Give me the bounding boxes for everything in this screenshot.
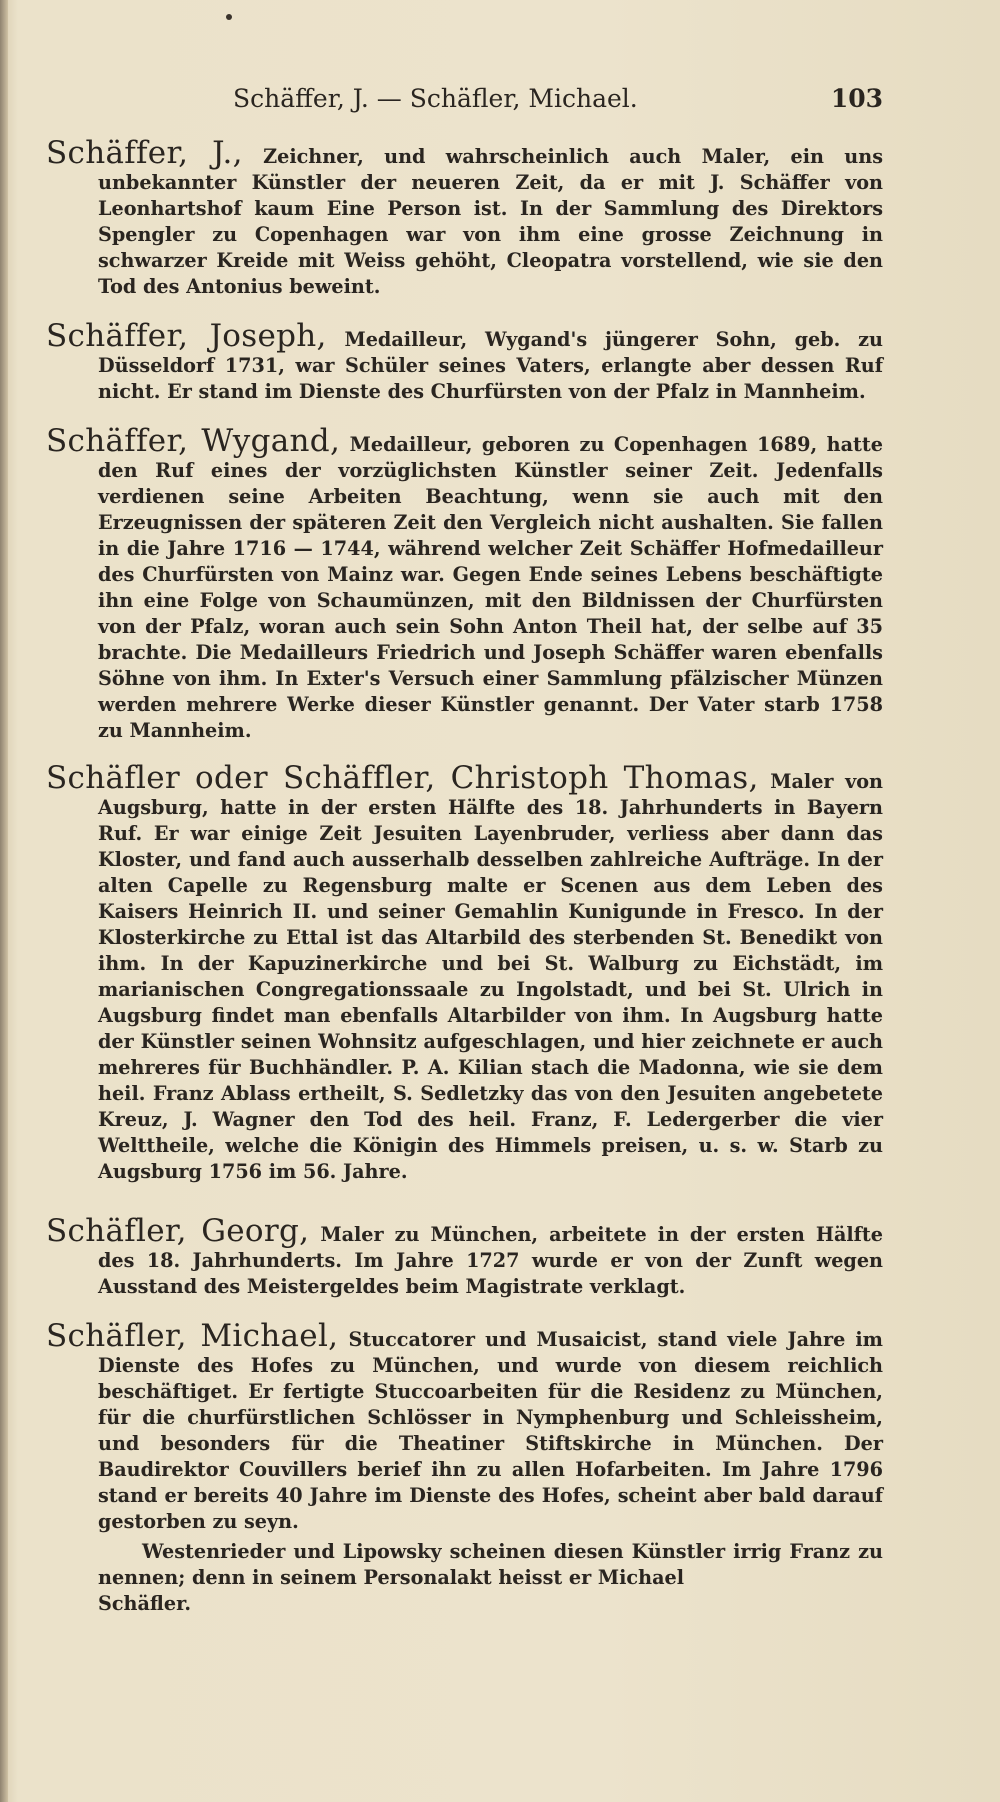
page-body xyxy=(46,135,883,1617)
entry-headword: Schäffer, Wygand, xyxy=(46,423,341,459)
page-number: 103 xyxy=(830,84,883,113)
entry-schaeffer-wygand xyxy=(46,423,883,744)
entry-text: Maler zu München, arbeitete in der ersten Hälfte des 18. Jahrhunderts. Im Jahre 1727 wurde er von der Zunft wegen Ausstand des Meistergeldes beim Magistrate verklagt. xyxy=(98,1223,883,1298)
running-header xyxy=(48,84,883,124)
entry-schaeffer-j xyxy=(46,135,883,300)
book-spine-edge xyxy=(0,0,8,1802)
entry-text: Medailleur, Wygand's jüngerer Sohn, geb. zu Düsseldorf 1731, war Schüler seines Vaters, erlangte aber dessen Ruf nicht. Er stand im Dienste des Churfürsten von der Pfalz in Mannheim. xyxy=(98,328,883,403)
entry-headword: Schäfler, Georg, xyxy=(46,1213,310,1249)
entry-schaefler-christoph-thomas xyxy=(46,760,883,1185)
footnote-paragraph xyxy=(46,1539,883,1617)
entry-schaeffer-joseph xyxy=(46,318,883,405)
running-title: Schäffer, J. — Schäfler, Michael. xyxy=(233,84,638,113)
entry-text: Maler von Augsburg, hatte in der ersten Hälfte des 18. Jahrhunderts in Bayern Ruf. Er war einige Zeit Jesuiten Layenbruder, verliess aber dann das Kloster, und fand auch ausserhalb desselben zahlreiche Aufträge. In der alten Capelle zu Regensburg malte er Scenen aus dem Leben des Kaisers Heinrich II. und seiner Gemahlin Kunigunde in Fresco. In der Klosterkirche zu Ettal ist das Altarbild des sterbenden St. Benedikt von ihm. In der Kapuzinerkirche und bei St. Walburg zu Eichstädt, im marianischen Congregationssaale zu Ingolstadt, und bei St. Ulrich in Augsburg findet man ebenfalls Altarbilder von ihm. In Augsburg hatte der Künstler seinen Wohnsitz aufgeschlagen, und hier zeichnete er auch mehreres für Buchhändler. P. A. Kilian stach die Madonna, wie sie dem heil. Franz Ablass ertheilt, S. Sedletzky das von den Jesuiten angebetete Kreuz, J. Wagner den Tod des heil. Franz, F. Ledergerber die vier Welttheile, welche die Königin des Himmels preisen, u. s. w. Starb zu Augsburg 1756 im 56. Jahre. xyxy=(98,770,883,1183)
entry-text: Medailleur, geboren zu Copenhagen 1689, hatte den Ruf eines der vorzüglichsten Künstler seiner Zeit. Jedenfalls verdienen seine Arbeiten Beachtung, wenn sie auch mit den Erzeugnissen der späteren Zeit den Vergleich nicht aushalten. Sie fallen in die Jahre 1716 — 1744, während welcher Zeit Schäffer Hofmedailleur des Churfürsten von Mainz war. Gegen Ende seines Lebens beschäftigte ihn eine Folge von Schaumünzen, mit den Bildnissen der Churfürsten von der Pfalz, woran auch sein Sohn Anton Theil hat, der selbe auf 35 brachte. Die Medailleurs Friedrich und Joseph Schäffer waren ebenfalls Söhne von ihm. In Exter's Versuch einer Sammlung pfälzischer Münzen werden mehrere Werke dieser Künstler genannt. Der Vater starb 1758 zu Mannheim. xyxy=(98,433,883,742)
entry-text: Stuccatorer und Musaicist, stand viele Jahre im Dienste des Hofes zu München, und wurde von diesem reichlich beschäftiget. Er fertigte Stuccoarbeiten für die Residenz zu München, für die churfürstlichen Schlösser in Nymphenburg und Schleissheim, und besonders für die Theatiner Stiftskirche in München. Der Baudirektor Couvillers berief ihn zu allen Hofarbeiten. Im Jahre 1796 stand er bereits 40 Jahre im Dienste des Hofes, scheint aber bald darauf gestorben zu seyn. xyxy=(98,1328,883,1533)
entry-headword: Schäffer, Joseph, xyxy=(46,318,327,354)
entry-text: Zeichner, und wahrscheinlich auch Maler, ein uns unbekannter Künstler der neueren Zeit, da er mit J. Schäffer von Leonhartshof kaum Eine Person ist. In der Sammlung des Direktors Spengler zu Copenhagen war von ihm eine grosse Zeichnung in schwarzer Kreide mit Weiss gehöht, Cleopatra vorstellend, wie sie den Tod des Antonius beweint. xyxy=(98,145,883,298)
entry-headword: Schäffer, J., xyxy=(46,135,243,171)
entry-headword: Schäfler, Michael, xyxy=(46,1318,339,1354)
entry-headword: Schäfler oder Schäffler, Christoph Thomas, xyxy=(46,760,759,796)
entry-schaefler-michael xyxy=(46,1318,883,1535)
entry-schaefler-georg xyxy=(46,1213,883,1300)
ink-spot xyxy=(226,14,232,20)
note-text: Westenrieder und Lipowsky scheinen diesen Künstler irrig Franz zu nennen; denn in seinem Personalakt heisst er Michael xyxy=(98,1540,883,1589)
note-tail: Schäfler. xyxy=(98,1592,192,1615)
